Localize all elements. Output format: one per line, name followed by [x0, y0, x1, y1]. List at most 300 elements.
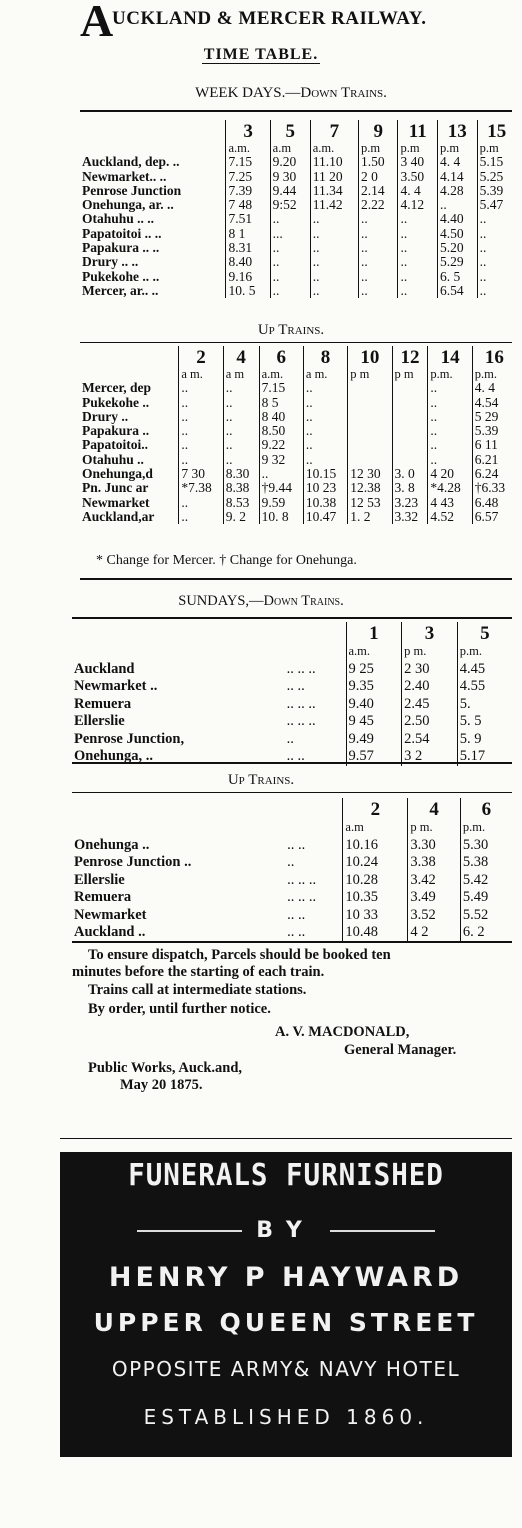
advert-line-1: FUNERALS FURNISHED: [128, 1158, 444, 1193]
time-cell: 11.42: [310, 198, 358, 212]
time-cell: ..: [398, 241, 438, 255]
train-number-spacer: [285, 798, 343, 819]
time-cell: 10.15: [303, 467, 347, 481]
time-cell: 9.20: [270, 155, 310, 169]
train-number-row: [72, 798, 512, 819]
table-row: [80, 481, 516, 495]
time-cell: 3 2: [402, 748, 458, 766]
title-initial: A: [80, 0, 114, 46]
station-name: Newmarket ..: [74, 678, 158, 694]
station-name: Newmarket.. ..: [82, 168, 167, 184]
ampm-spacer: [72, 643, 285, 661]
time-cell: ..: [179, 496, 223, 510]
station-dots: .. .. ..: [287, 871, 317, 888]
time-cell: 8.50: [259, 424, 303, 438]
time-cell: ..: [303, 453, 347, 467]
time-cell: 9 45: [346, 713, 402, 731]
time-cell: ..: [310, 284, 358, 298]
title-text: UCKLAND & MERCER RAILWAY.: [112, 8, 427, 29]
station-name: Drury .. ..: [82, 254, 139, 270]
time-cell: ..: [477, 284, 516, 298]
train-number-row: [72, 622, 512, 643]
station-name: Papakura .. ..: [82, 240, 160, 256]
ampm-label: p m.: [402, 643, 458, 661]
time-cell: 11.10: [310, 155, 358, 169]
funeral-advert: [60, 1152, 512, 1457]
divider: [80, 578, 512, 580]
time-cell: ..: [270, 241, 310, 255]
time-cell: 8.31: [226, 241, 270, 255]
station-name: Pn. Junc ar: [82, 480, 149, 496]
time-cell: 2.45: [402, 696, 458, 714]
ampm-row: [72, 819, 512, 837]
time-cell: 5.39: [472, 424, 516, 438]
time-cell: 7.15: [259, 381, 303, 395]
time-table-subtitle: TIME TABLE.: [203, 46, 319, 63]
divider: [60, 1138, 512, 1139]
footer-line-2: minutes before the starting of each train.: [72, 964, 325, 980]
station-name: Ellerslie: [74, 713, 125, 729]
weekdays-up-table: [80, 346, 516, 524]
train-number: 2: [179, 346, 223, 367]
ampm-label: p.m: [398, 141, 438, 155]
advert-line-3: HENRY P HAYWARD: [108, 1262, 464, 1293]
time-cell: 6. 2: [460, 924, 512, 942]
time-cell: ..: [358, 241, 398, 255]
ampm-label: a.m: [343, 819, 408, 837]
time-cell: 5.38: [460, 854, 512, 872]
time-cell: ..: [179, 396, 223, 410]
divider: [80, 342, 512, 343]
time-cell: 6.24: [472, 467, 516, 481]
station-name: Drury ..: [82, 408, 129, 424]
station-name: Penrose Junction: [82, 182, 182, 198]
time-cell: ..: [310, 227, 358, 241]
time-cell: 10. 8: [259, 510, 303, 524]
time-cell: ..: [223, 453, 259, 467]
train-number: 5: [457, 622, 512, 643]
table-row: [80, 496, 516, 510]
train-number: 4: [223, 346, 259, 367]
time-cell: 10.28: [343, 872, 408, 890]
ampm-label: p.m.: [460, 819, 512, 837]
train-number: 9: [358, 120, 398, 141]
station-dots: .. ..: [286, 678, 305, 694]
signatory-name: A. V. MACDONALD,: [275, 1024, 410, 1040]
time-cell: 3. 0: [392, 467, 428, 481]
time-cell: 3.42: [408, 872, 460, 890]
time-cell: 3.52: [408, 907, 460, 925]
station-name: Auckland,ar: [82, 508, 155, 524]
divider: [80, 110, 512, 112]
station-name: Auckland, dep. ..: [82, 154, 180, 170]
time-cell: 10.38: [303, 496, 347, 510]
time-cell: 5.29: [438, 255, 478, 269]
advert-line-2: BY: [60, 1218, 512, 1243]
time-cell: ..: [358, 227, 398, 241]
train-number-spacer: [72, 622, 285, 643]
time-cell: ..: [303, 424, 347, 438]
time-cell: 7.15: [226, 155, 270, 169]
time-cell: ..: [270, 270, 310, 284]
time-cell: 4.28: [438, 184, 478, 198]
time-cell: 3.38: [408, 854, 460, 872]
time-cell: 5. 9: [457, 731, 512, 749]
signatory-title: General Manager.: [344, 1042, 457, 1058]
time-cell: [392, 453, 428, 467]
time-cell: 10.35: [343, 889, 408, 907]
time-cell: 8.38: [223, 481, 259, 495]
time-cell: 4.50: [438, 227, 478, 241]
time-cell: 9.59: [259, 496, 303, 510]
time-cell: 10 23: [303, 481, 347, 495]
time-cell: 9 32: [259, 453, 303, 467]
time-cell: ..: [428, 453, 472, 467]
time-cell: 6.54: [438, 284, 478, 298]
table-row: [80, 198, 516, 212]
time-cell: 5 29: [472, 410, 516, 424]
station-name: Papatoitoi..: [82, 437, 148, 453]
time-cell: ..: [310, 270, 358, 284]
time-cell: †9.44: [259, 481, 303, 495]
time-cell: 4 2: [408, 924, 460, 942]
time-cell: 2.22: [358, 198, 398, 212]
station-dots: .. .. ..: [286, 660, 316, 677]
station-name: Onehunga, ..: [74, 748, 153, 764]
ampm-row: [72, 643, 512, 661]
table-row: [80, 155, 516, 169]
time-cell: 7.51: [226, 212, 270, 226]
time-cell: ..: [398, 227, 438, 241]
time-cell: ..: [398, 270, 438, 284]
sundays-down-table: [72, 622, 512, 766]
time-cell: ..: [223, 410, 259, 424]
time-cell: 7 48: [226, 198, 270, 212]
train-number: 7: [310, 120, 358, 141]
time-cell: 4.52: [428, 510, 472, 524]
station-name: Newmarket: [74, 906, 147, 923]
table-row: [80, 284, 516, 298]
time-cell: 3.23: [392, 496, 428, 510]
time-cell: 10.24: [343, 854, 408, 872]
time-cell: ..: [310, 241, 358, 255]
station-name: Auckland ..: [74, 924, 146, 940]
ampm-label: p m.: [408, 819, 460, 837]
ampm-label: p m: [348, 367, 392, 381]
time-cell: 3. 8: [392, 481, 428, 495]
ampm-spacer: [285, 643, 346, 661]
divider: [72, 792, 512, 793]
time-cell: 2.54: [402, 731, 458, 749]
ampm-spacer: [72, 819, 285, 837]
time-cell: 3.50: [398, 170, 438, 184]
time-cell: ..: [223, 424, 259, 438]
ampm-label: p.m: [438, 141, 478, 155]
station-name: Penrose Junction ..: [74, 854, 192, 870]
time-cell: 4 43: [428, 496, 472, 510]
time-cell: 11 20: [310, 170, 358, 184]
time-cell: ..: [477, 255, 516, 269]
train-number: 5: [270, 120, 310, 141]
table-row: [72, 837, 512, 855]
table-row: [72, 872, 512, 890]
time-cell: 9.40: [346, 696, 402, 714]
time-cell: 5.49: [460, 889, 512, 907]
train-number: 11: [398, 120, 438, 141]
time-cell: 8.53: [223, 496, 259, 510]
time-cell: 5. 5: [457, 713, 512, 731]
time-cell: 4. 4: [398, 184, 438, 198]
time-cell: 5.: [457, 696, 512, 714]
change-note: * Change for Mercer. † Change for Onehunga.: [96, 553, 357, 568]
table-row: [80, 424, 516, 438]
station-name: Onehunga,d: [82, 466, 153, 482]
time-cell: ..: [303, 381, 347, 395]
time-cell: 3.30: [408, 837, 460, 855]
time-cell: [348, 396, 392, 410]
table-row: [72, 907, 512, 925]
train-number-row: [80, 346, 516, 367]
time-cell: ..: [303, 410, 347, 424]
ampm-spacer: [80, 367, 179, 381]
footer-date: May 20 1875.: [120, 1077, 203, 1093]
table-row: [80, 453, 516, 467]
time-cell: 11.34: [310, 184, 358, 198]
footer-line-4: By order, until further notice.: [88, 1001, 271, 1017]
time-cell: 1.50: [358, 155, 398, 169]
ampm-label: p.m: [358, 141, 398, 155]
ampm-label: p.m.: [457, 643, 512, 661]
ampm-label: a.m.: [259, 367, 303, 381]
time-cell: 5.30: [460, 837, 512, 855]
time-cell: 4.55: [457, 678, 512, 696]
time-cell: 7.39: [226, 184, 270, 198]
time-cell: ..: [477, 227, 516, 241]
time-cell: ..: [310, 212, 358, 226]
time-cell: ..: [179, 510, 223, 524]
table-row: [72, 713, 512, 731]
table-row: [72, 731, 512, 749]
train-number: 12: [392, 346, 428, 367]
time-cell: 9.44: [270, 184, 310, 198]
train-number: 6: [259, 346, 303, 367]
time-cell: [348, 381, 392, 395]
table-row: [72, 696, 512, 714]
ampm-label: a.m.: [310, 141, 358, 155]
time-cell: 10.48: [343, 924, 408, 942]
table-row: [80, 410, 516, 424]
time-cell: [392, 410, 428, 424]
station-dots: .. ..: [287, 924, 306, 940]
station-dots: .. ..: [286, 748, 305, 764]
time-cell: ..: [428, 396, 472, 410]
train-number-spacer: [72, 798, 285, 819]
time-cell: 9.22: [259, 438, 303, 452]
table-row: [72, 924, 512, 942]
ampm-label: a.m.: [226, 141, 270, 155]
time-cell: ..: [179, 381, 223, 395]
time-cell: ..: [179, 424, 223, 438]
table-row: [80, 170, 516, 184]
sundays-up-table: [72, 798, 512, 942]
ampm-label: p m: [392, 367, 428, 381]
time-cell: 6 11: [472, 438, 516, 452]
ampm-label: a.m: [270, 141, 310, 155]
time-cell: ..: [477, 270, 516, 284]
divider: [72, 617, 512, 619]
ampm-row: [80, 141, 516, 155]
time-cell: 3.32: [392, 510, 428, 524]
table-row: [80, 255, 516, 269]
time-cell: 3.49: [408, 889, 460, 907]
time-cell: ..: [303, 396, 347, 410]
station-dots: .. .. ..: [286, 713, 316, 729]
station-name: Ellerslie: [74, 871, 125, 888]
ampm-label: a m.: [179, 367, 223, 381]
time-cell: 9.49: [346, 731, 402, 749]
station-name: Pukekohe .. ..: [82, 268, 160, 284]
time-cell: ..: [438, 198, 478, 212]
time-cell: 10.16: [343, 837, 408, 855]
station-name: Pukekohe ..: [82, 394, 150, 410]
train-number: 2: [343, 798, 408, 819]
time-cell: 9. 2: [223, 510, 259, 524]
time-cell: ..: [477, 241, 516, 255]
time-cell: ..: [428, 381, 472, 395]
station-name: Remuera: [74, 695, 132, 712]
time-cell: 7.25: [226, 170, 270, 184]
time-cell: ...: [270, 227, 310, 241]
time-cell: 2 0: [358, 170, 398, 184]
time-cell: ..: [428, 424, 472, 438]
time-cell: 6.48: [472, 496, 516, 510]
station-name: Auckland: [74, 660, 135, 677]
time-cell: *7.38: [179, 481, 223, 495]
train-number: 16: [472, 346, 516, 367]
station-dots: .. ..: [287, 836, 306, 853]
time-cell: ..: [398, 255, 438, 269]
train-number: 15: [477, 120, 516, 141]
station-dots: ..: [287, 854, 295, 870]
sundays-down-heading: SUNDAYS,—Down Trains.: [178, 593, 344, 609]
time-cell: ..: [428, 438, 472, 452]
time-cell: ..: [259, 467, 303, 481]
train-number: 1: [346, 622, 402, 643]
time-cell: ..: [428, 410, 472, 424]
time-cell: 5.39: [477, 184, 516, 198]
time-cell: ..: [179, 453, 223, 467]
time-cell: [392, 381, 428, 395]
table-row: [80, 467, 516, 481]
table-row: [72, 854, 512, 872]
footer-line-1: To ensure dispatch, Parcels should be booked ten: [88, 947, 391, 963]
ampm-label: p.m.: [472, 367, 516, 381]
train-number-spacer: [80, 346, 179, 367]
time-cell: 7 30: [179, 467, 223, 481]
ampm-spacer: [80, 141, 226, 155]
time-cell: 8 5: [259, 396, 303, 410]
train-number-spacer: [285, 622, 346, 643]
train-number: 10: [348, 346, 392, 367]
time-cell: ..: [179, 410, 223, 424]
time-cell: [392, 438, 428, 452]
table-row: [80, 510, 516, 524]
time-cell: 9.35: [346, 678, 402, 696]
weekdays-up-heading: Up Trains.: [257, 322, 325, 338]
time-cell: ..: [270, 284, 310, 298]
time-cell: [348, 453, 392, 467]
divider: [72, 941, 512, 943]
table-row: [80, 396, 516, 410]
station-name: Remuera: [74, 889, 132, 905]
station-name: Onehunga ..: [74, 836, 150, 853]
time-cell: ..: [477, 212, 516, 226]
train-number: 4: [408, 798, 460, 819]
table-row: [80, 241, 516, 255]
time-cell: 2.40: [402, 678, 458, 696]
train-number: 6: [460, 798, 512, 819]
table-row: [80, 270, 516, 284]
time-cell: ..: [270, 212, 310, 226]
time-cell: ..: [270, 255, 310, 269]
time-cell: ..: [358, 212, 398, 226]
advert-line-4: UPPER QUEEN STREET: [93, 1308, 479, 1337]
time-cell: 9.57: [346, 748, 402, 766]
station-name: Onehunga, ar. ..: [82, 197, 174, 213]
time-cell: 5.17: [457, 748, 512, 766]
station-name: Papakura ..: [82, 423, 150, 439]
time-cell: 6. 5: [438, 270, 478, 284]
time-cell: 12.38: [348, 481, 392, 495]
train-number: 14: [428, 346, 472, 367]
time-cell: †6.33: [472, 481, 516, 495]
time-cell: 2.14: [358, 184, 398, 198]
table-row: [80, 184, 516, 198]
ampm-label: a m: [223, 367, 259, 381]
time-cell: *4.28: [428, 481, 472, 495]
station-dots: ..: [286, 730, 294, 747]
ampm-spacer: [285, 819, 343, 837]
station-name: Mercer, dep: [82, 380, 151, 396]
time-cell: 12 53: [348, 496, 392, 510]
station-name: Papatoitoi .. ..: [82, 225, 162, 241]
station-dots: .. .. ..: [287, 889, 317, 905]
table-row: [80, 227, 516, 241]
advert-line-5: OPPOSITE ARMY& NAVY HOTEL: [111, 1357, 461, 1381]
time-cell: 8 1: [226, 227, 270, 241]
time-cell: 8.40: [226, 255, 270, 269]
station-name: Mercer, ar.. ..: [82, 282, 159, 298]
train-number: 13: [438, 120, 478, 141]
time-cell: 2.50: [402, 713, 458, 731]
weekdays-down-table: [80, 120, 516, 298]
table-row: [80, 212, 516, 226]
time-cell: ..: [223, 381, 259, 395]
station-name: Newmarket: [82, 494, 150, 510]
time-cell: 5.52: [460, 907, 512, 925]
footer-line-3: Trains call at intermediate stations.: [88, 982, 307, 998]
time-cell: 5.25: [477, 170, 516, 184]
time-cell: 10 33: [343, 907, 408, 925]
time-cell: ..: [358, 270, 398, 284]
time-cell: 5.47: [477, 198, 516, 212]
sundays-up-heading: Up Trains.: [227, 772, 295, 788]
time-cell: 9 25: [346, 661, 402, 679]
time-cell: [392, 424, 428, 438]
station-name: Otahuhu .. ..: [82, 211, 155, 227]
time-cell: [348, 410, 392, 424]
time-cell: 4.40: [438, 212, 478, 226]
